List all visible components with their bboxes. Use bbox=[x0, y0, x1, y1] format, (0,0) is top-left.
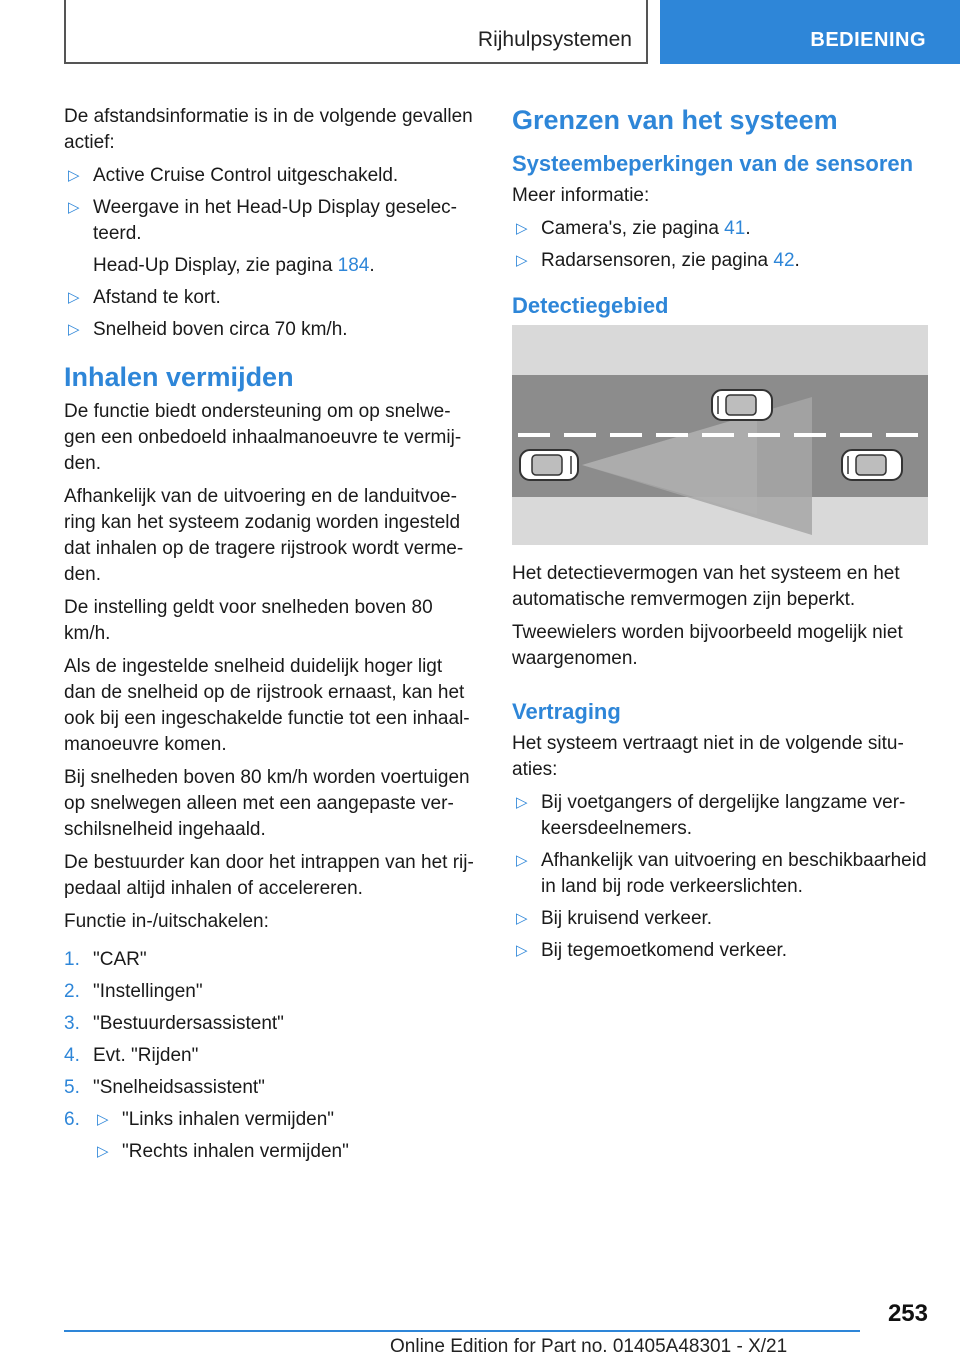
list-item: ▷ "Links inhalen vermijden" bbox=[93, 1107, 476, 1133]
lane-markings bbox=[518, 433, 918, 437]
header-chapter-title: BEDIENING bbox=[810, 29, 926, 51]
paragraph: Het detectievermogen van het systeem en het automatische remvermogen zijn beperkt. bbox=[512, 563, 900, 610]
list-item: ▷ "Rechts inhalen vermijden" bbox=[93, 1139, 476, 1165]
step-item: 5. "Snelheidsassistent" bbox=[64, 1077, 265, 1098]
triangle-bullet-icon: ▷ bbox=[68, 289, 80, 306]
paragraph: Bij snelheden boven 80 km/h worden voertuigen op snelwegen alleen met een aangepaste ver-schilsnelheid ingehaald. bbox=[64, 767, 470, 840]
step-item: 3. "Bestuurdersassistent" bbox=[64, 1013, 284, 1034]
list-item: ▷ Bij kruisend verkeer. bbox=[512, 906, 932, 932]
triangle-bullet-icon: ▷ bbox=[97, 1111, 109, 1128]
list-item: ▷ Radarsensoren, zie pagina 42. bbox=[512, 248, 932, 274]
step-item: 6. ▷ "Links inhalen vermijden" ▷ "Rechts inhalen vermijden" bbox=[64, 1107, 476, 1165]
right-column bbox=[512, 104, 932, 971]
paragraph: Als de ingestelde snelheid duidelijk hoger ligt dan de snelheid op de rijstrook ernaast, kan het ook bij een ingeschakelde functie tot een inhaal-manoeuvre komen. bbox=[64, 656, 470, 755]
triangle-bullet-icon: ▷ bbox=[516, 942, 528, 959]
paragraph: Afhankelijk van de uitvoering en de landuitvoe-ring kan het systeem zodanig worden ingesteld dat inhalen op de tragere rijstrook wordt verme-den. bbox=[64, 486, 464, 585]
triangle-bullet-icon: ▷ bbox=[516, 252, 528, 269]
subheading-vertraging: Vertraging bbox=[512, 699, 621, 724]
subheading-detectiegebied: Detectiegebied bbox=[512, 293, 669, 318]
list-item: ▷ Afhankelijk van uitvoering en beschikbaarheid in land bij rode verkeerslichten. bbox=[516, 850, 927, 897]
list-item: ▷ Active Cruise Control uitgeschakeld. bbox=[64, 163, 476, 189]
paragraph: Tweewielers worden bijvoorbeeld mogelijk niet waargenomen. bbox=[512, 622, 903, 669]
triangle-bullet-icon: ▷ bbox=[97, 1143, 109, 1160]
list-item: ▷ Camera's, zie pagina 41. bbox=[512, 216, 932, 242]
step6-options bbox=[93, 1107, 476, 1165]
more-info-label: Meer informatie: bbox=[512, 185, 650, 206]
steps-list bbox=[64, 947, 476, 1165]
section-heading-inhalen: Inhalen vermijden bbox=[64, 362, 294, 392]
header-chapter-tab bbox=[660, 0, 960, 64]
car-own-vehicle bbox=[520, 450, 578, 480]
list-item: ▷ Weergave in het Head-Up Display geselec-teerd. Head-Up Display, zie pagina 184. bbox=[64, 195, 476, 279]
subheading-sensoren: Systeembeperkingen van de sensoren bbox=[512, 151, 914, 176]
header-section-title: Rijhulpsystemen bbox=[477, 28, 632, 51]
hud-page-reference: Head-Up Display, zie pagina 184. bbox=[93, 255, 375, 276]
list-item: ▷ Bij voetgangers of dergelijke langzame ver-keersdeelnemers. bbox=[516, 792, 906, 839]
list-item: ▷ Afstand te kort. bbox=[64, 285, 476, 311]
delay-exceptions-list bbox=[512, 790, 932, 964]
car-ahead-same-lane bbox=[842, 450, 902, 480]
paragraph: Functie in-/uitschakelen: bbox=[64, 911, 269, 932]
page-link-41[interactable]: 41 bbox=[724, 218, 746, 239]
triangle-bullet-icon: ▷ bbox=[516, 852, 528, 869]
footer-edition: Online Edition for Part no. 01405A48301 - X/21 bbox=[390, 1336, 788, 1357]
distance-info-list bbox=[64, 163, 476, 343]
triangle-bullet-icon: ▷ bbox=[68, 199, 80, 216]
triangle-bullet-icon: ▷ bbox=[516, 794, 528, 811]
detection-area-illustration bbox=[512, 325, 928, 545]
left-column bbox=[64, 104, 476, 1171]
paragraph: De instelling geldt voor snelheden boven 80 km/h. bbox=[64, 597, 433, 644]
paragraph: Het systeem vertraagt niet in de volgende situ-aties: bbox=[512, 733, 904, 780]
list-item: ▷ Bij tegemoetkomend verkeer. bbox=[512, 938, 932, 964]
step-item: 1. "CAR" bbox=[64, 949, 147, 970]
step-item: 2. "Instellingen" bbox=[64, 981, 203, 1002]
page-number: 253 bbox=[887, 1300, 928, 1327]
car-front-lane bbox=[712, 390, 772, 420]
footer-rule bbox=[64, 1330, 860, 1332]
step-item: 4. Evt. "Rijden" bbox=[64, 1045, 199, 1066]
triangle-bullet-icon: ▷ bbox=[516, 910, 528, 927]
header-section-box bbox=[64, 0, 648, 64]
section-heading-grenzen: Grenzen van het systeem bbox=[512, 105, 838, 135]
list-item: ▷ Snelheid boven circa 70 km/h. bbox=[64, 317, 476, 343]
page-link-184[interactable]: 184 bbox=[337, 255, 370, 276]
paragraph: De functie biedt ondersteuning om op snelwe-gen een onbedoeld inhaalmanoeuvre te vermij-den. bbox=[64, 401, 462, 474]
triangle-bullet-icon: ▷ bbox=[516, 220, 528, 237]
sensor-refs-list bbox=[512, 216, 932, 274]
paragraph: De bestuurder kan door het intrappen van het rij-pedaal altijd inhalen of accelereren. bbox=[64, 852, 474, 899]
distance-info-intro: De afstandsinformatie is in de volgende gevallen actief: bbox=[64, 106, 473, 153]
triangle-bullet-icon: ▷ bbox=[68, 167, 80, 184]
page-link-42[interactable]: 42 bbox=[773, 250, 795, 271]
triangle-bullet-icon: ▷ bbox=[68, 321, 80, 338]
